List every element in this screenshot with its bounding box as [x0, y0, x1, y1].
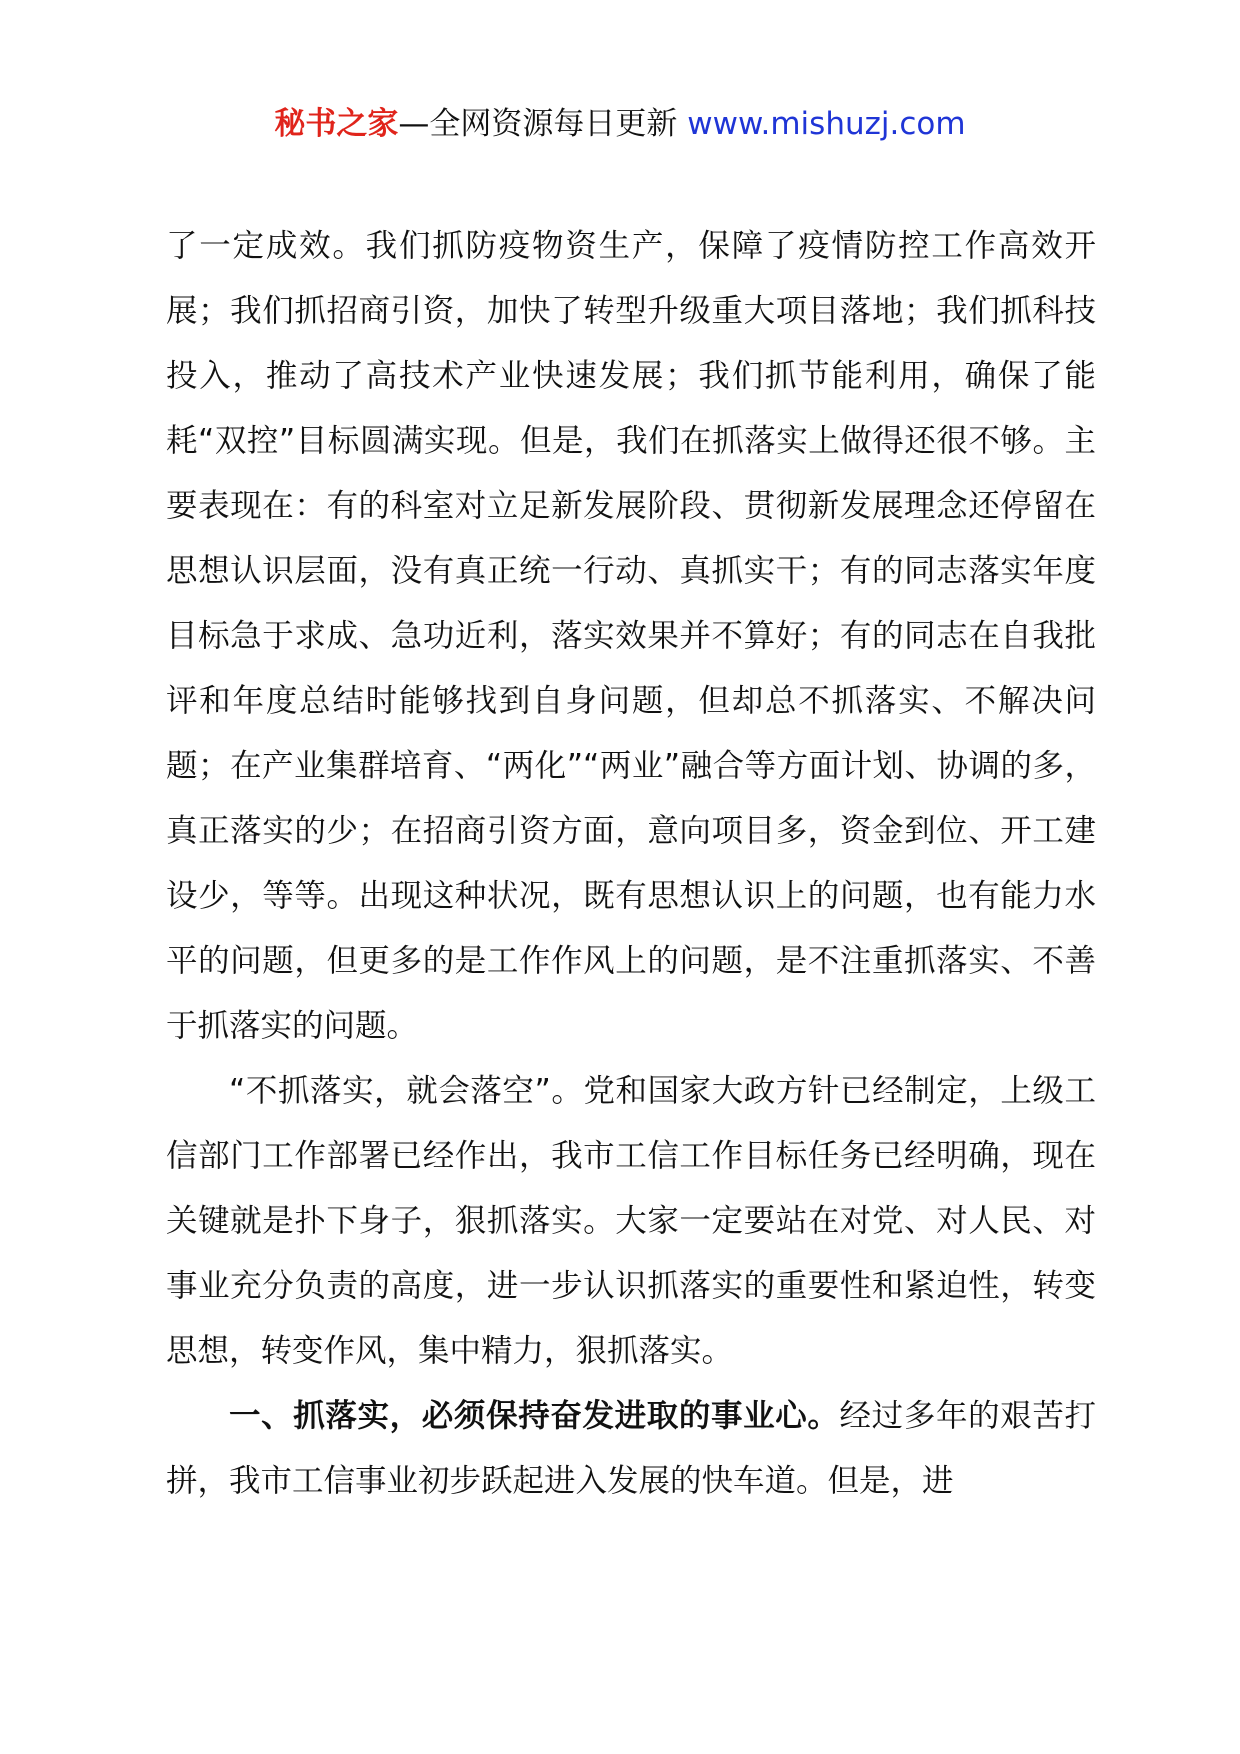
- paragraph-section-one: [166, 1384, 1096, 1514]
- section-heading: 一、抓落实，必须保持奋发进取的事业心。: [229, 1398, 840, 1434]
- brand-name: 秘书之家: [274, 106, 399, 142]
- section-text: 经过多年的艰苦打拼，我市工信事业初步跃起进入发展的快车道。但是，进: [166, 1398, 1096, 1499]
- paragraph-implementation: “不抓落实，就会落空”。党和国家大政方针已经制定，上级工信部门工作部署已经作出，我市工信工作目标任务已经明确，现在关键就是扑下身子，狠抓落实。大家一定要站在对党、对人民、对事业充分负责的高度，进一步认识抓落实的重要性和紧迫性，转变思想，转变作风，集中精力，狠抓落实。: [166, 1073, 1096, 1369]
- page-header: [0, 100, 1240, 148]
- paragraph-continued: 了一定成效。我们抓防疫物资生产，保障了疫情防控工作高效开展；我们抓招商引资，加快了转型升级重大项目落地；我们抓科技投入，推动了高技术产业快速发展；我们抓节能利用，确保了能耗“双控”目标圆满实现。但是，我们在抓落实上做得还很不够。主要表现在：有的科室对立足新发展阶段、贯彻新发展理念还停留在思想认识层面，没有真正统一行动、真抓实干；有的同志落实年度目标急于求成、急功近利，落实效果并不算好；有的同志在自我批评和年度总结时能够找到自身问题，但却总不抓落实、不解决问题；在产业集群培育、“两化”“两业”融合等方面计划、协调的多，真正落实的少；在招商引资方面，意向项目多，资金到位、开工建设少，等等。出现这种状况，既有思想认识上的问题，也有能力水平的问题，但更多的是工作作风上的问题，是不注重抓落实、不善于抓落实的问题。: [166, 228, 1096, 1044]
- document-body: [166, 214, 1096, 1514]
- site-url-link[interactable]: www.mishuzj.com: [687, 106, 966, 142]
- header-tagline: —全网资源每日更新: [398, 106, 688, 142]
